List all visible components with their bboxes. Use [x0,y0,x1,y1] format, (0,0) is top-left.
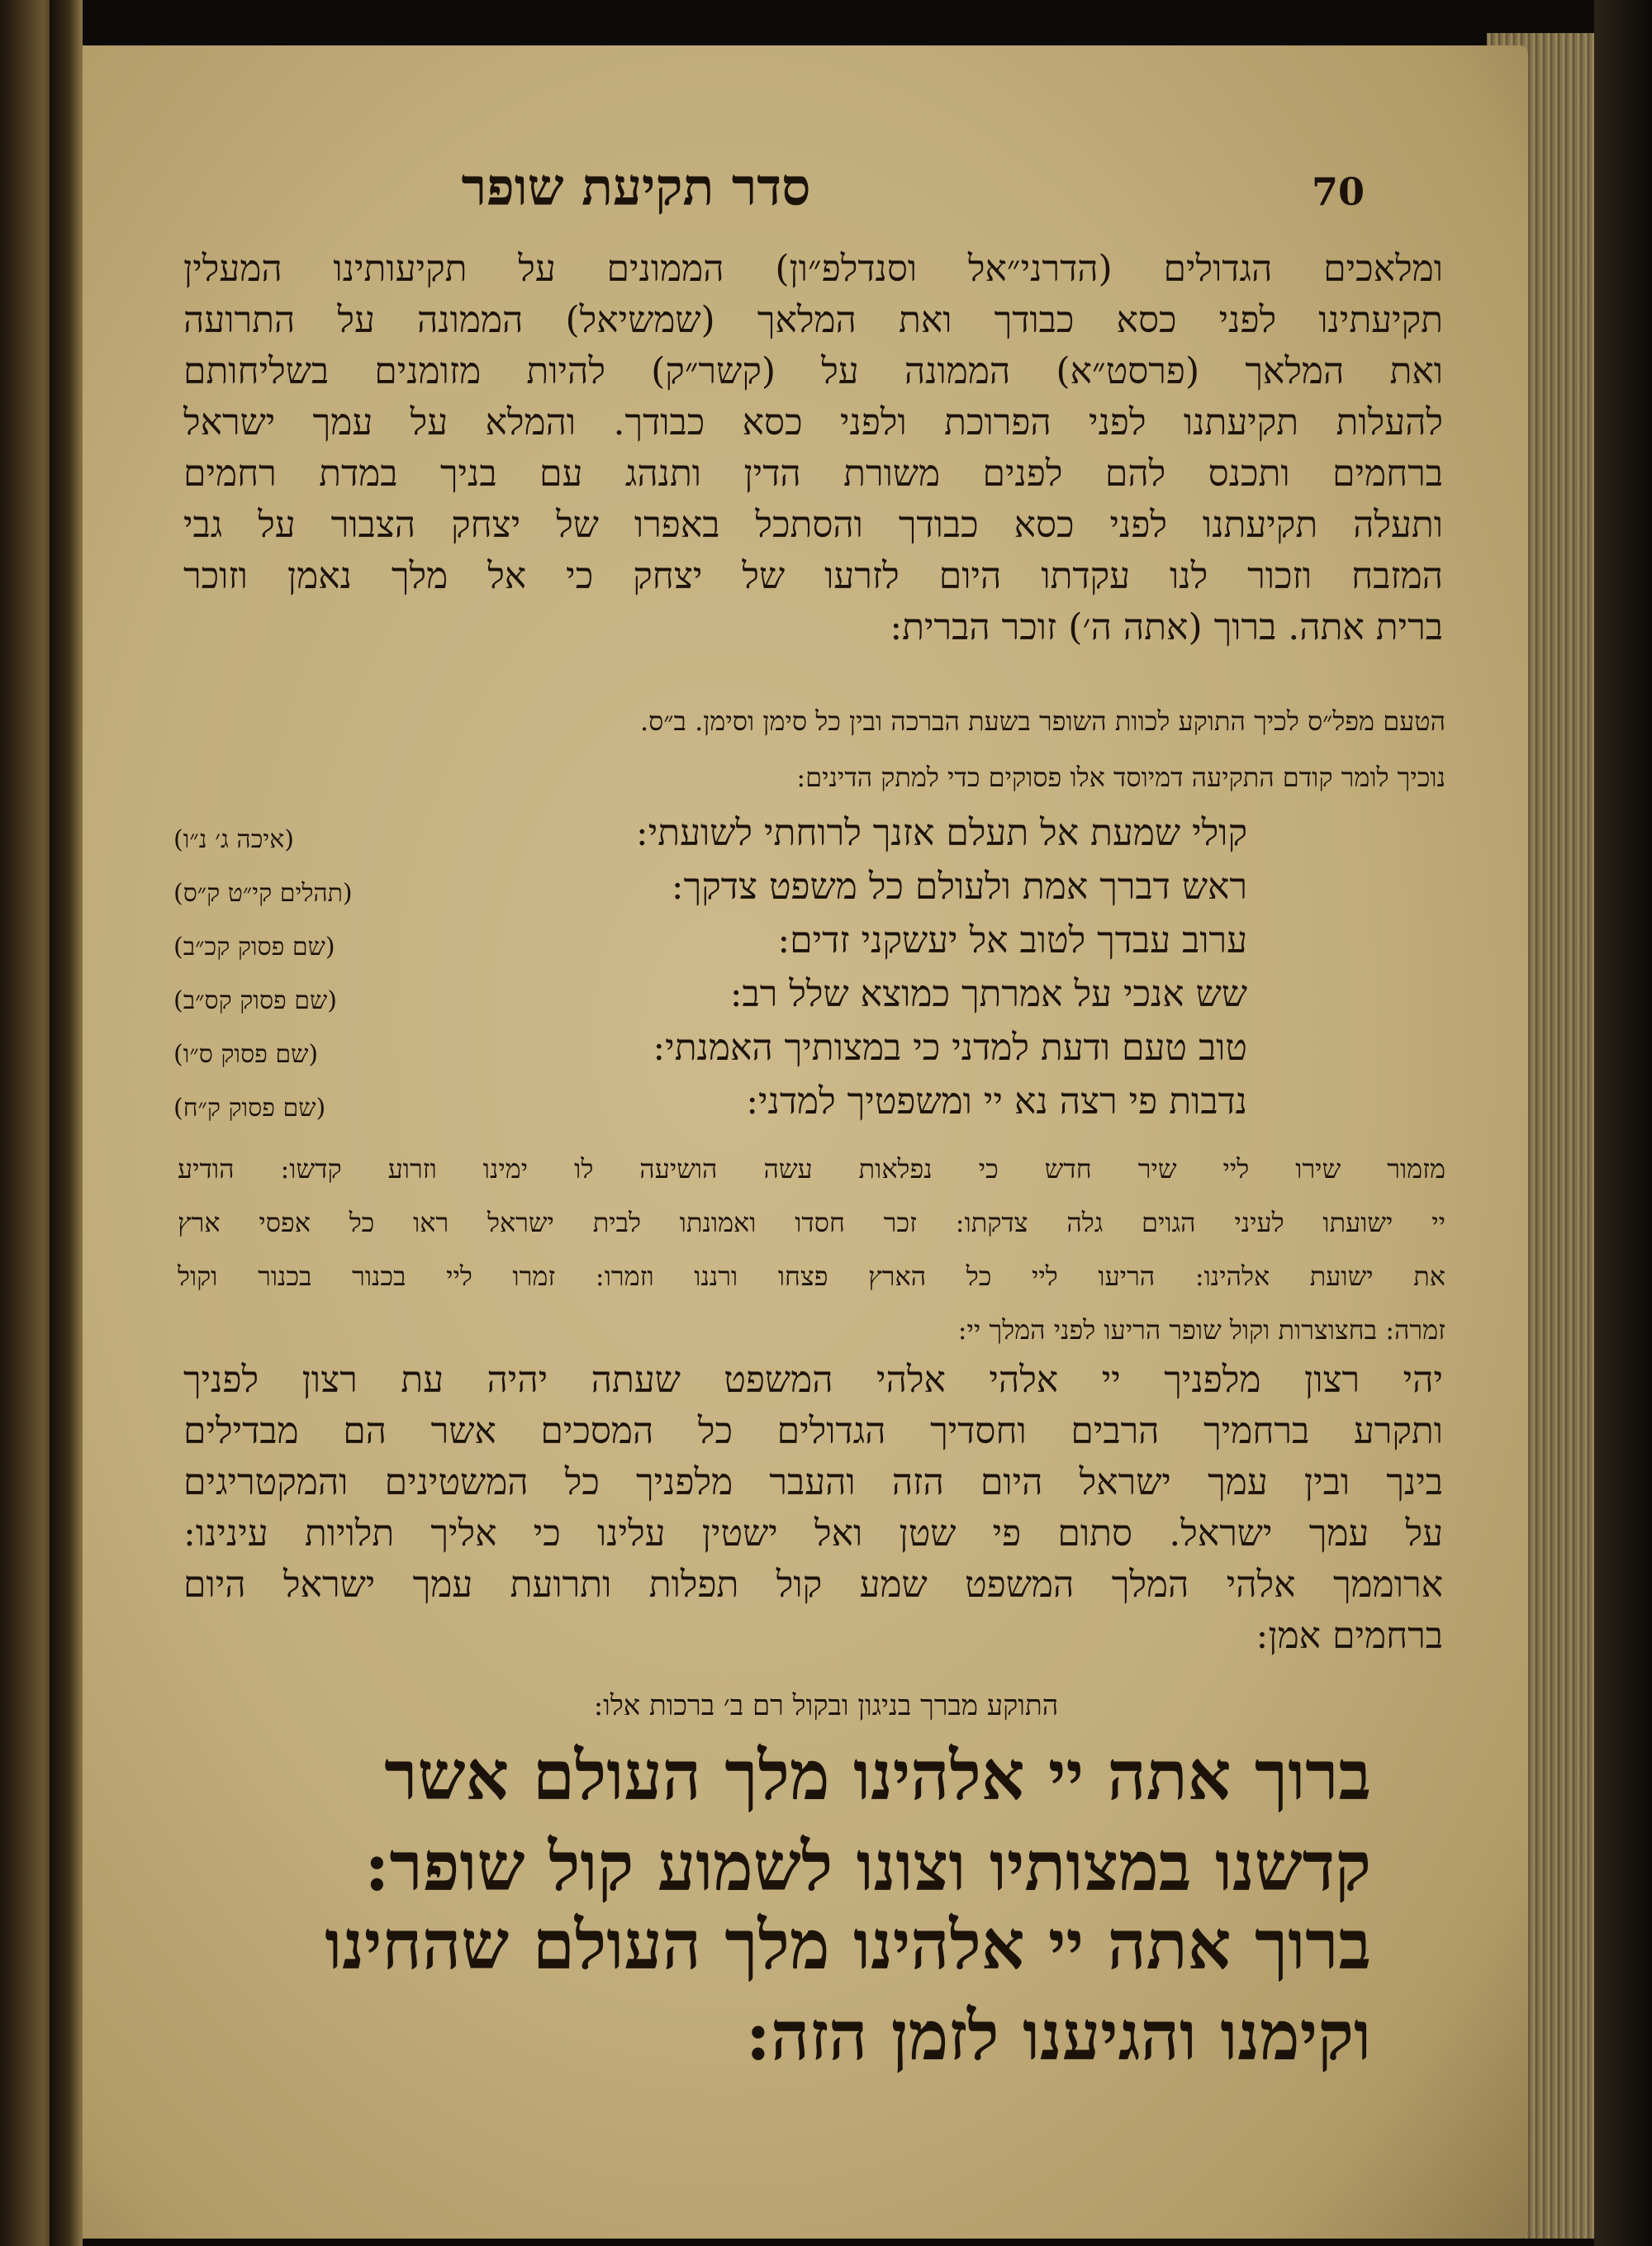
verse-text: קולי שמעת אל תעלם אזנך לרוחתי לשועתי: [635,812,1247,854]
text-line: ומלאכים הגדולים (הדרני״אל וסנדלפ״ון) הממונים על תקיעותינו המעלין [183,248,1443,290]
verse-row [173,1024,1247,1074]
text-line: ברית אתה. ברוך (אתה ה׳) זוכר הברית: [890,606,1443,648]
text-line: ותקרע ברחמיך הרבים וחסדיך הגדולים כל המסכים אשר הם מבדילים [183,1410,1443,1452]
instruction-note: נוכיך לומר קודם התקיעה דמיוסד אלו פסוקים כדי למתק הדינים: [796,762,1446,793]
page-title: סדר תקיעת שופר [461,157,811,217]
text-line: זמרה: בחצוצרות וקול שופר הריעו לפני המלך יי: [957,1314,1446,1346]
text-line: ותעלה תקיעתנו לפני כסא כבודך והסתכל באפרו של יצחק הצבור על גבי [183,504,1443,546]
blessing-line: קדשנו במצותיו וצונו לשמוע קול שופר: [364,1827,1371,1906]
instruction-note: הטעם מפל״ס לכיך התוקע לכוות השופר בשעת הברכה ובין כל סימן וסימן. ב״ס. [639,705,1446,737]
verse-reference: (שם פסוק ס״ו) [173,1040,319,1069]
verse-text: ערוב עבדך לטוב אל יעשקני זדים: [777,919,1247,962]
verse-reference: (שם פסוק קס״ב) [173,986,337,1015]
verse-text: נדבות פי רצה נא יי ומשפטיך למדני: [746,1080,1247,1123]
verse-reference: (איכה ג׳ נ״ו) [173,825,294,854]
blessing-line: וקימנו והגיענו לזמן הזה: [745,1997,1371,2076]
verse-text: ראש דברך אמת ולעולם כל משפט צדקך: [671,866,1247,908]
verse-reference: (תהלים קי״ט ק״ס) [173,879,353,908]
blessing-line: ברוך אתה יי אלהינו מלך העולם אשר [384,1736,1371,1816]
verse-row [173,1078,1247,1128]
text-line: ברחמים ותכנס להם לפנים משורת הדין ותנהג עם בניך במדת רחמים [183,453,1443,495]
text-line: ברחמים אמן: [1256,1615,1443,1657]
verse-row [173,810,1247,859]
text-line: ואת המלאך (פרסט״א) הממונה על (קשר״ק) להיות מזומנים בשליחותם [183,350,1443,392]
text-line: יהי רצון מלפניך יי אלהי אלהי המשפט שעתה יהיה עת רצון לפניך [183,1359,1443,1401]
blessing-caption: התוקע מברך בניגון ובקול רם ב׳ ברכות אלו: [593,1689,1059,1722]
verse-row [173,863,1247,913]
spine-shadow [1594,0,1652,2246]
verse-row [173,971,1247,1020]
verse-text: שש אנכי על אמרתך כמוצא שלל רב: [729,973,1247,1015]
text-line: המזבח וזכור לנו עקדתו היום לזרעו של יצחק כי אל מלך נאמן וזוכר [183,555,1443,597]
text-line: על עמך ישראל. סתום פי שטן ואל ישטין עלינו כי אליך תלויות עינינו: [183,1512,1443,1555]
gutter [50,0,83,2246]
page-number: 70 [1312,169,1365,214]
text-line: יי ישועתו לעיני הגוים גלה צדקתו: זכר חסדו ואמונתו לבית ישראל ראו כל אפסי ארץ [178,1207,1446,1238]
text-line: להעלות תקיעתנו לפני הפרוכת ולפני כסא כבודך. והמלא על עמך ישראל [183,401,1443,444]
text-line: מזמור שירו ליי שיר חדש כי נפלאות עשה הושיעה לו ימינו וזרוע קדשו: הודיע [178,1153,1446,1185]
verse-reference: (שם פסוק ק״ח) [173,1094,326,1123]
text-line: תקיעתינו לפני כסא כבודך ואת המלאך (שמשיאל) הממונה על התרועה [183,299,1443,341]
verse-row [173,917,1247,966]
blessing-line: ברוך אתה יי אלהינו מלך העולם שהחינו [325,1906,1371,1985]
verse-reference: (שם פסוק קכ״ב) [173,933,335,962]
text-line: ארוממך אלהי המלך המשפט שמע קול תפלות ותרועת עמך ישראל היום [183,1564,1443,1606]
text-line: בינך ובין עמך ישראל היום הזה והעבר מלפניך כל המשטינים והמקטריגים [183,1461,1443,1503]
text-line: את ישועת אלהינו: הריעו ליי כל הארץ פצחו ורננו וזמרו: זמרו ליי בכנור בכנור וקול [178,1261,1446,1292]
verse-text: טוב טעם ודעת למדני כי במצותיך האמנתי: [653,1027,1247,1069]
